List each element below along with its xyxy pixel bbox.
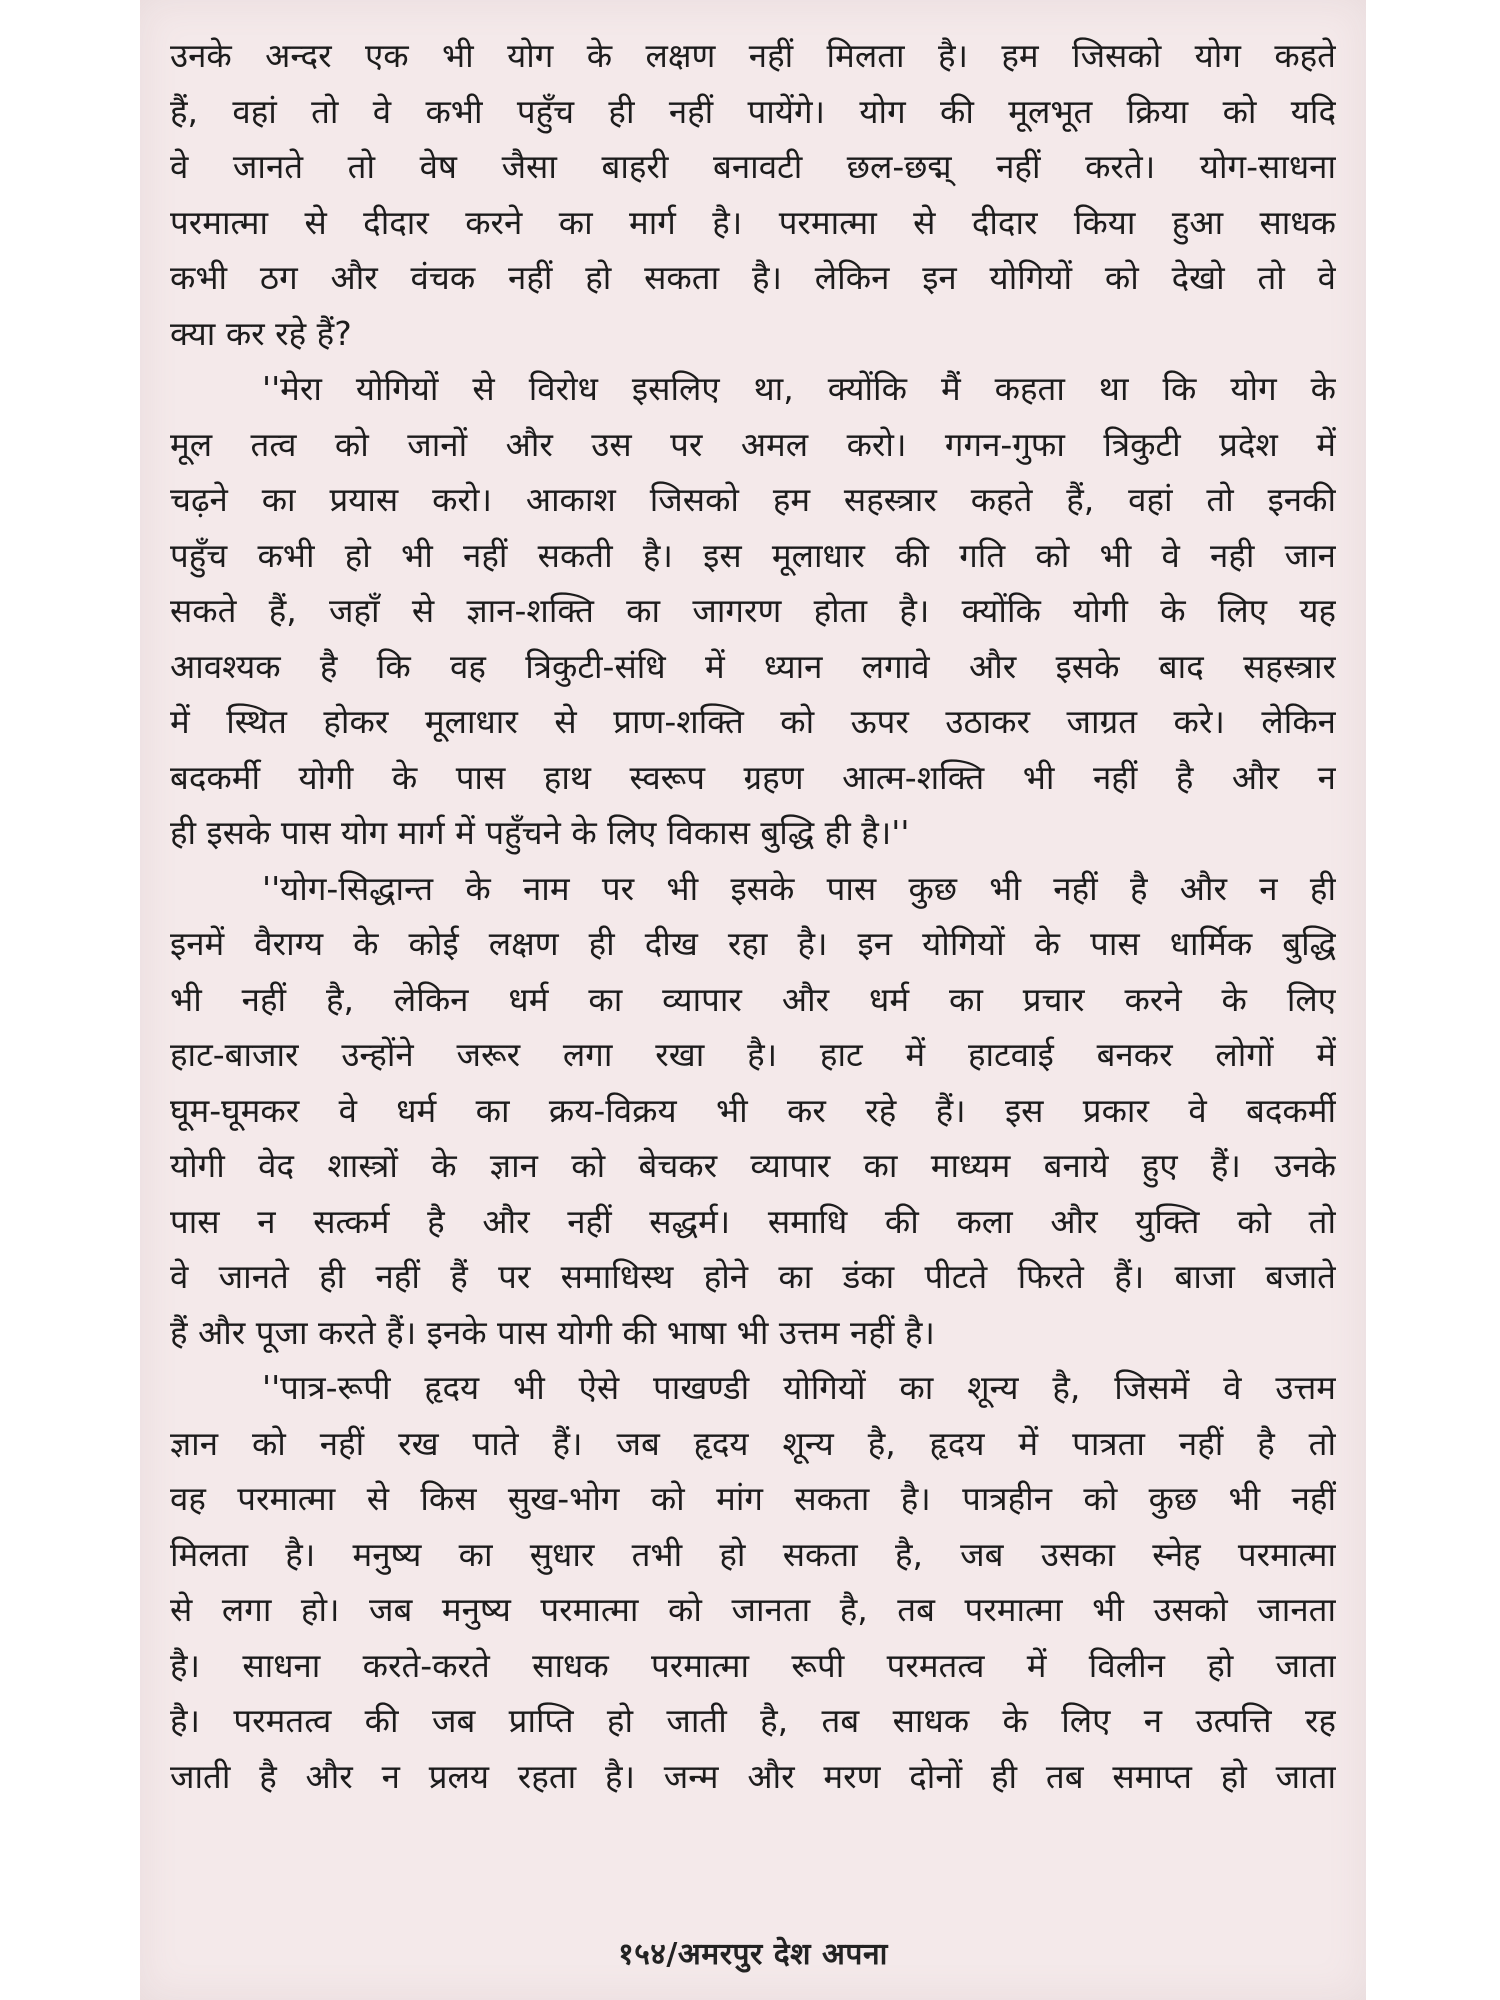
page-footer: १५४/अमरपुर देश अपना <box>618 1937 888 1972</box>
text-line: पास न सत्कर्म है और नहीं सद्धर्म। समाधि की कला और युक्ति को तो <box>170 1201 1336 1241</box>
text-line: है। साधना करते-करते साधक परमात्मा रूपी परमतत्व में विलीन हो जाता <box>170 1645 1336 1685</box>
text-line: है। परमतत्व की जब प्राप्ति हो जाती है, तब साधक के लिए न उत्पत्ति रह <box>170 1701 1336 1740</box>
text-line: हैं, वहां तो वे कभी पहुँच ही नहीं पायेंगे। योग की मूलभूत क्रिया को यदि <box>170 91 1336 131</box>
text-line: से लगा हो। जब मनुष्य परमात्मा को जानता है, तब परमात्मा भी उसको जानता <box>170 1590 1336 1629</box>
text-line: हाट-बाजार उन्होंने जरूर लगा रखा है। हाट में हाटवाई बनकर लोगों में <box>170 1035 1336 1074</box>
text-line: पहुँच कभी हो भी नहीं सकती है। इस मूलाधार की गति को भी वे नही जान <box>170 535 1336 575</box>
text-line: चढ़ने का प्रयास करो। आकाश जिसको हम सहस्त्रार कहते हैं, वहां तो इनकी <box>170 480 1336 519</box>
paragraph-start-line: ''योग-सिद्धान्त के नाम पर भी इसके पास कुछ भी नहीं है और न ही <box>262 868 1336 908</box>
book-page <box>140 0 1366 2000</box>
text-line: क्या कर रहे हैं? <box>170 313 352 353</box>
text-line: कभी ठग और वंचक नहीं हो सकता है। लेकिन इन योगियों को देखो तो वे <box>170 258 1336 297</box>
text-line: परमात्मा से दीदार करने का मार्ग है। परमात्मा से दीदार किया हुआ साधक <box>170 202 1336 242</box>
text-line: वे जानते ही नहीं हैं पर समाधिस्थ होने का डंका पीटते फिरते हैं। बाजा बजाते <box>170 1257 1336 1296</box>
text-line: हैं और पूजा करते हैं। इनके पास योगी की भाषा भी उत्तम नहीं है। <box>170 1312 935 1352</box>
text-line: उनके अन्दर एक भी योग के लक्षण नहीं मिलता है। हम जिसको योग कहते <box>170 36 1336 75</box>
body-text <box>170 28 1336 1804</box>
text-line: बदकर्मी योगी के पास हाथ स्वरूप ग्रहण आत्म-शक्ति भी नहीं है और न <box>170 757 1336 797</box>
text-line: आवश्यक है कि वह त्रिकुटी-संधि में ध्यान लगावे और इसके बाद सहस्त्रार <box>170 646 1336 686</box>
text-line: भी नहीं है, लेकिन धर्म का व्यापार और धर्म का प्रचार करने के लिए <box>170 979 1336 1019</box>
paragraph-start-line: ''पात्र-रूपी हृदय भी ऐसे पाखण्डी योगियों का शून्य है, जिसमें वे उत्तम <box>262 1368 1336 1407</box>
text-line: ही इसके पास योग मार्ग में पहुँचने के लिए विकास बुद्धि ही है।'' <box>170 813 910 852</box>
text-line: योगी वेद शास्त्रों के ज्ञान को बेचकर व्यापार का माध्यम बनाये हुए हैं। उनके <box>170 1146 1336 1185</box>
text-line: मूल तत्व को जानों और उस पर अमल करो। गगन-गुफा त्रिकुटी प्रदेश में <box>170 424 1336 464</box>
paragraph-start-line: ''मेरा योगियों से विरोध इसलिए था, क्योंकि मैं कहता था कि योग के <box>262 369 1336 408</box>
text-line: इनमें वैराग्य के कोई लक्षण ही दीख रहा है। इन योगियों के पास धार्मिक बुद्धि <box>170 924 1336 963</box>
text-line: सकते हैं, जहाँ से ज्ञान-शक्ति का जागरण होता है। क्योंकि योगी के लिए यह <box>170 591 1336 630</box>
text-line: वह परमात्मा से किस सुख-भोग को मांग सकता है। पात्रहीन को कुछ भी नहीं <box>170 1479 1336 1518</box>
text-line: घूम-घूमकर वे धर्म का क्रय-विक्रय भी कर रहे हैं। इस प्रकार वे बदकर्मी <box>170 1090 1336 1130</box>
text-line: वे जानते तो वेष जैसा बाहरी बनावटी छल-छद्म् नहीं करते। योग-साधना <box>170 147 1336 186</box>
text-line: में स्थित होकर मूलाधार से प्राण-शक्ति को ऊपर उठाकर जाग्रत करे। लेकिन <box>170 702 1336 741</box>
text-line: जाती है और न प्रलय रहता है। जन्म और मरण दोनों ही तब समाप्त हो जाता <box>170 1756 1336 1796</box>
text-line: मिलता है। मनुष्य का सुधार तभी हो सकता है, जब उसका स्नेह परमात्मा <box>170 1534 1336 1574</box>
text-line: ज्ञान को नहीं रख पाते हैं। जब हृदय शून्य है, हृदय में पात्रता नहीं है तो <box>170 1423 1336 1463</box>
